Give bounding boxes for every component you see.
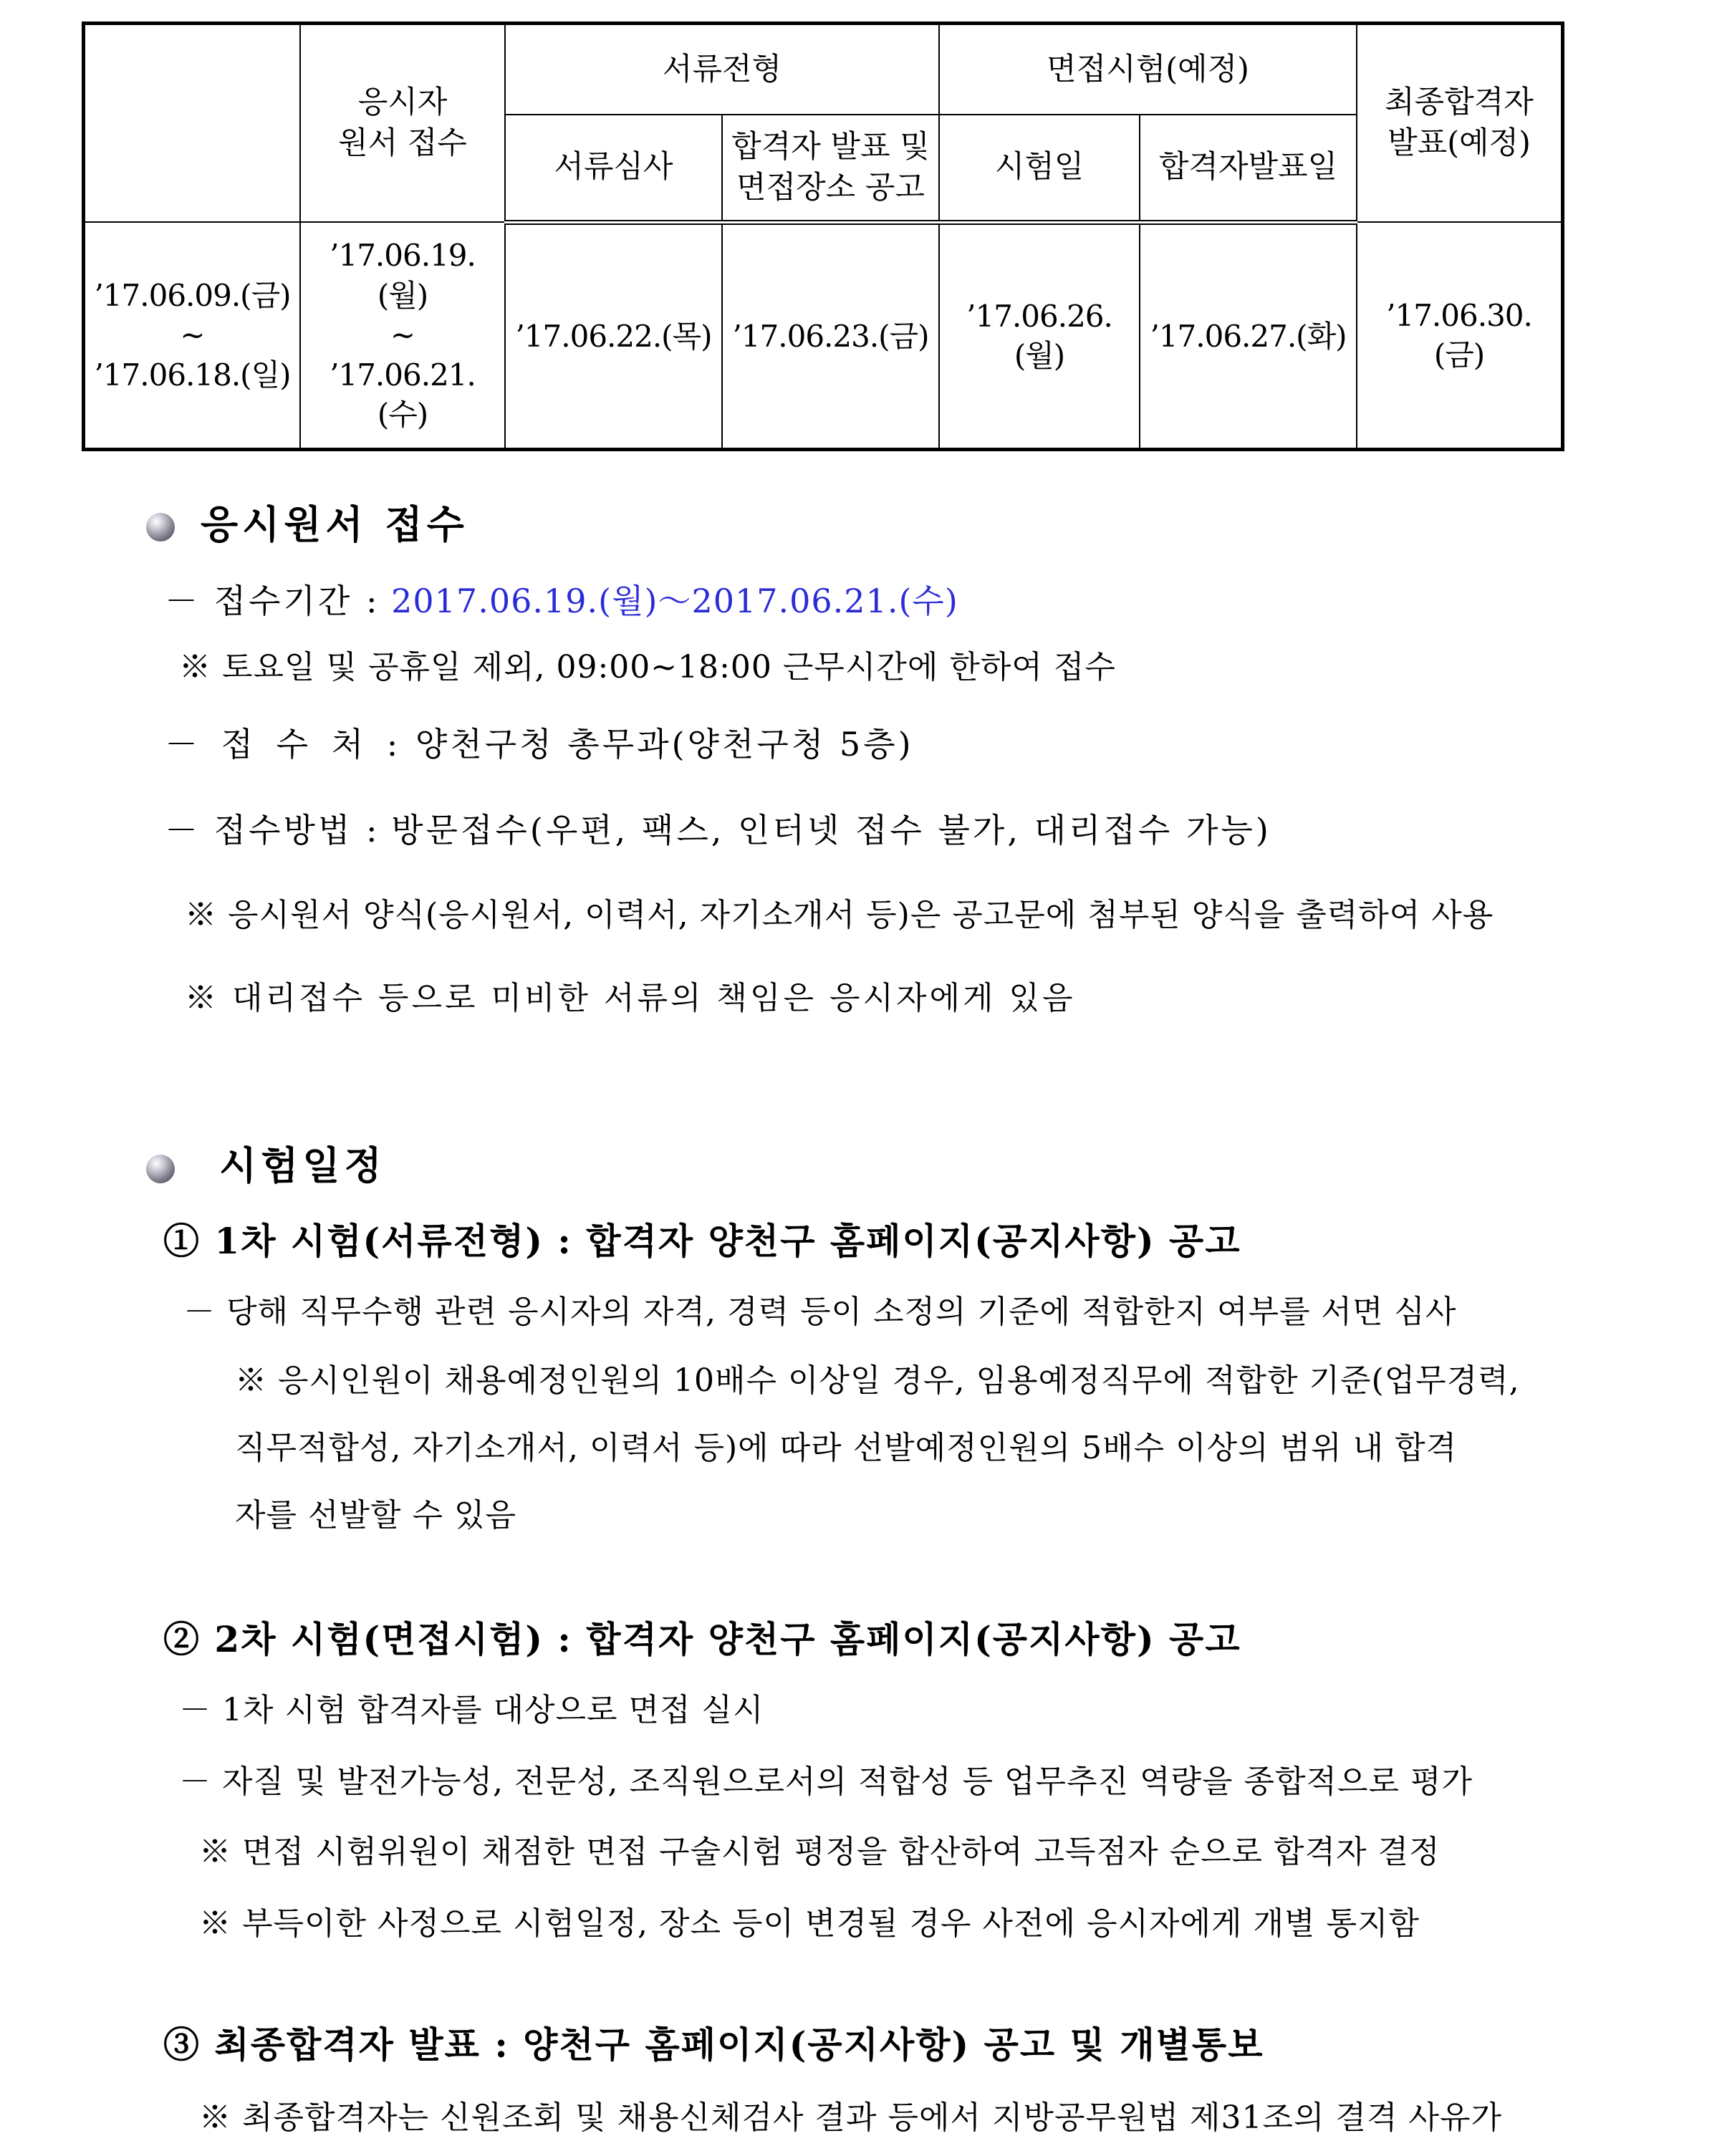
first-exam-note-2: 직무적합성, 자기소개서, 이력서 등)에 따라 선발예정인원의 5배수 이상의 범위 내 합격	[235, 1430, 1458, 1466]
second-exam-note-2: ※ 부득이한 사정으로 시험일정, 장소 등이 변경될 경우 사전에 응시자에게 개별 통지함	[199, 1905, 1420, 1942]
header-document-stage: 서류전형	[505, 25, 939, 115]
first-exam-note-3: 자를 선발할 수 있음	[235, 1497, 516, 1534]
schedule-section-title: 시험일정	[219, 1142, 386, 1188]
second-exam-desc-1: － 1차 시험 합격자를 대상으로 면접 실시	[179, 1692, 764, 1728]
application-method-line	[165, 811, 1271, 850]
cell-interview-day: ’17.06.26.(월)	[939, 222, 1140, 448]
application-place-value: 양천구청 총무과(양천구청 5층)	[415, 725, 914, 764]
application-method-label: － 접수방법 :	[165, 811, 380, 850]
application-period-label: － 접수기간 :	[165, 582, 380, 620]
header-interview-day: 시험일	[939, 115, 1140, 222]
cell-doc-review: ’17.06.22.(목)	[505, 222, 722, 448]
cell-interview-pass-day: ’17.06.27.(화)	[1140, 222, 1357, 448]
first-exam-desc: － 당해 직무수행 관련 응시자의 자격, 경력 등이 소정의 기준에 적합한지 여부를 서면 심사	[183, 1294, 1457, 1330]
header-final-announce: 최종합격자 발표(예정)	[1357, 25, 1561, 222]
application-method-value: 방문접수(우편, 팩스, 인터넷 접수 불가, 대리접수 가능)	[391, 811, 1271, 850]
second-exam-note-1: ※ 면접 시험위원이 채점한 면접 구술시험 평정을 합산하여 고득점자 순으로 합격자 결정	[199, 1834, 1441, 1870]
header-doc-review: 서류심사	[505, 115, 722, 222]
application-form-note: ※ 응시원서 양식(응시원서, 이력서, 자기소개서 등)은 공고문에 첨부된 양식을 출력하여 사용	[185, 897, 1494, 933]
final-announce-note-1: ※ 최종합격자는 신원조회 및 채용신체검사 결과 등에서 지방공무원법 제31조의 결격 사유가	[199, 2099, 1502, 2136]
second-exam-desc-2: － 자질 및 발전가능성, 전문성, 조직원으로서의 적합성 등 업무추진 역량을 종합적으로 평가	[179, 1763, 1473, 1800]
application-section-title: 응시원서 접수	[201, 501, 468, 547]
cell-applicant: ’17.06.19.(월) ~ ’17.06.21.(수)	[300, 222, 505, 448]
application-period-value: 2017.06.19.(월)～2017.06.21.(수)	[391, 582, 958, 620]
application-place-line	[165, 725, 914, 764]
final-announce-title: ③ 최종합격자 발표 : 양천구 홈페이지(공지사항) 공고 및 개별통보	[163, 2023, 1264, 2066]
second-exam-title: ② 2차 시험(면접시험) : 합격자 양천구 홈페이지(공지사항) 공고	[163, 1618, 1241, 1660]
first-exam-note-1: ※ 응시인원이 채용예정인원의 10배수 이상일 경우, 임용예정직무에 적합한 기준(업무경력,	[235, 1362, 1520, 1399]
header-interview-stage: 면접시험(예정)	[939, 25, 1357, 115]
cell-doc-pass-announce: ’17.06.23.(금)	[722, 222, 939, 448]
header-interview-pass-day: 합격자발표일	[1140, 115, 1357, 222]
header-applicant: 응시자 원서 접수	[300, 25, 505, 222]
bullet-icon	[146, 1155, 175, 1183]
schedule-table	[82, 21, 1564, 451]
header-blank-cell	[85, 25, 300, 222]
first-exam-title: ① 1차 시험(서류전형) : 합격자 양천구 홈페이지(공지사항) 공고	[163, 1220, 1241, 1262]
application-place-label: － 접 수 처 :	[165, 725, 405, 764]
cell-period: ’17.06.09.(금) ~ ’17.06.18.(일)	[85, 222, 300, 448]
application-hours-note: ※ 토요일 및 공휴일 제외, 09:00~18:00 근무시간에 한하여 접수	[179, 649, 1116, 685]
cell-final-announce: ’17.06.30.(금)	[1357, 222, 1561, 448]
header-doc-pass-announce: 합격자 발표 및 면접장소 공고	[722, 115, 939, 222]
application-period-line	[165, 582, 958, 620]
bullet-icon	[146, 513, 175, 542]
application-proxy-note: ※ 대리접수 등으로 미비한 서류의 책임은 응시자에게 있음	[185, 980, 1076, 1016]
